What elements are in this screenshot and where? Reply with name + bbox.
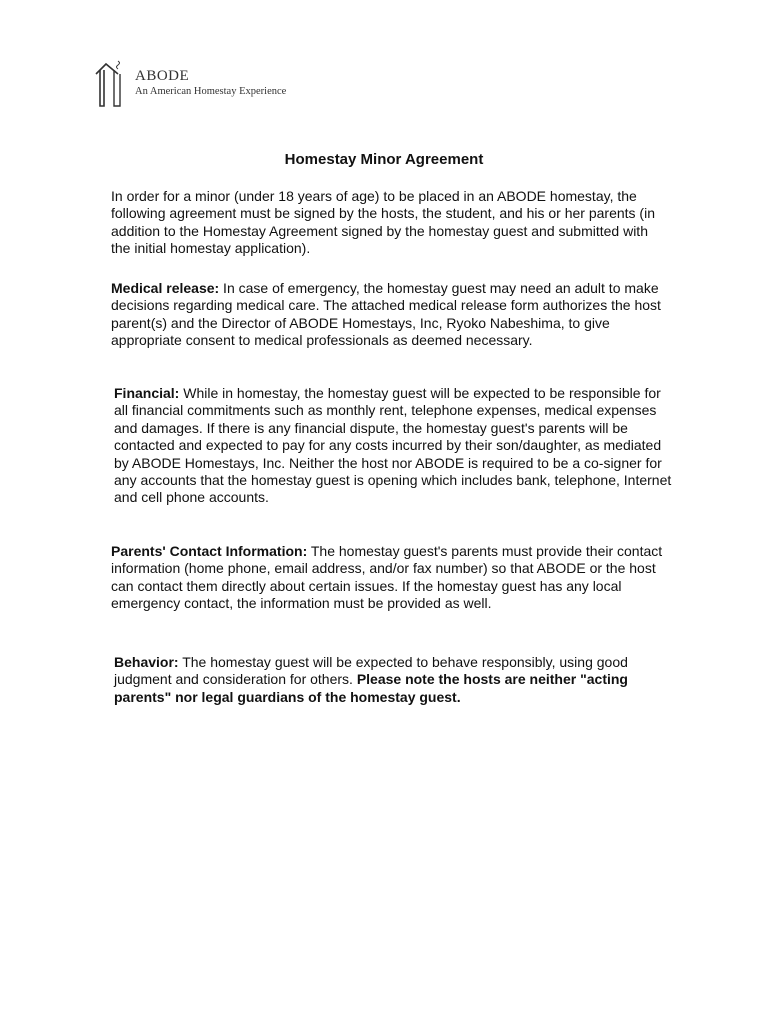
behavior-label: Behavior: <box>114 654 179 670</box>
parents-contact-paragraph <box>111 543 671 613</box>
intro-paragraph: In order for a minor (under 18 years of age) to be placed in an ABODE homestay, the following agreement must be signed by the hosts, the student, and his or her parents (in addition to the Homestay Agreement signed by the homestay guest and submitted with the initial homestay application). <box>111 188 655 257</box>
behavior-paragraph <box>114 654 674 706</box>
financial-text: While in homestay, the homestay guest will be expected to be responsible for all financial commitments such as monthly rent, telephone expenses, medical expenses and damages. If there is any financial dispute, the homestay guest's parents will be contacted and expected to pay for any costs incurred by their son/daughter, as mediated by ABODE Homestays, Inc. Neither the host nor ABODE is required to be a co-signer for any accounts that the homestay guest is opening which includes bank, telephone, Internet and cell phone accounts. <box>114 385 672 506</box>
parents-contact-label: Parents' Contact Information: <box>111 543 308 559</box>
behavior-text: The homestay guest will be expected to behave responsibly, using good judgment and consideration for others. <box>114 654 628 688</box>
logo-tagline: An American Homestay Experience <box>135 86 287 97</box>
logo-name: ABODE <box>135 68 190 84</box>
document-title: Homestay Minor Agreement <box>284 151 484 168</box>
financial-label: Financial: <box>114 385 180 401</box>
house-logo-icon <box>94 58 128 110</box>
abode-logo <box>94 58 294 110</box>
financial-paragraph <box>114 385 674 507</box>
parents-contact-text: The homestay guest's parents must provide their contact information (home phone, email address, and/or fax number) so that ABODE or the host can contact them directly about certain issues. If the homestay guest has any local emergency contact, the information must be provided as well. <box>111 543 663 612</box>
medical-release-paragraph <box>111 280 671 350</box>
medical-release-text: In case of emergency, the homestay guest may need an adult to make decisions regarding medical care. The attached medical release form authorizes the host parent(s) and the Director of ABODE Homestays, Inc, Ryoko Nabeshima, to give appropriate consent to medical professionals as deemed necessary. <box>111 280 661 349</box>
medical-release-label: Medical release: <box>111 280 220 296</box>
behavior-notice: Please note the hosts are neither "acting parents" nor legal guardians of the homestay guest. <box>114 671 628 705</box>
